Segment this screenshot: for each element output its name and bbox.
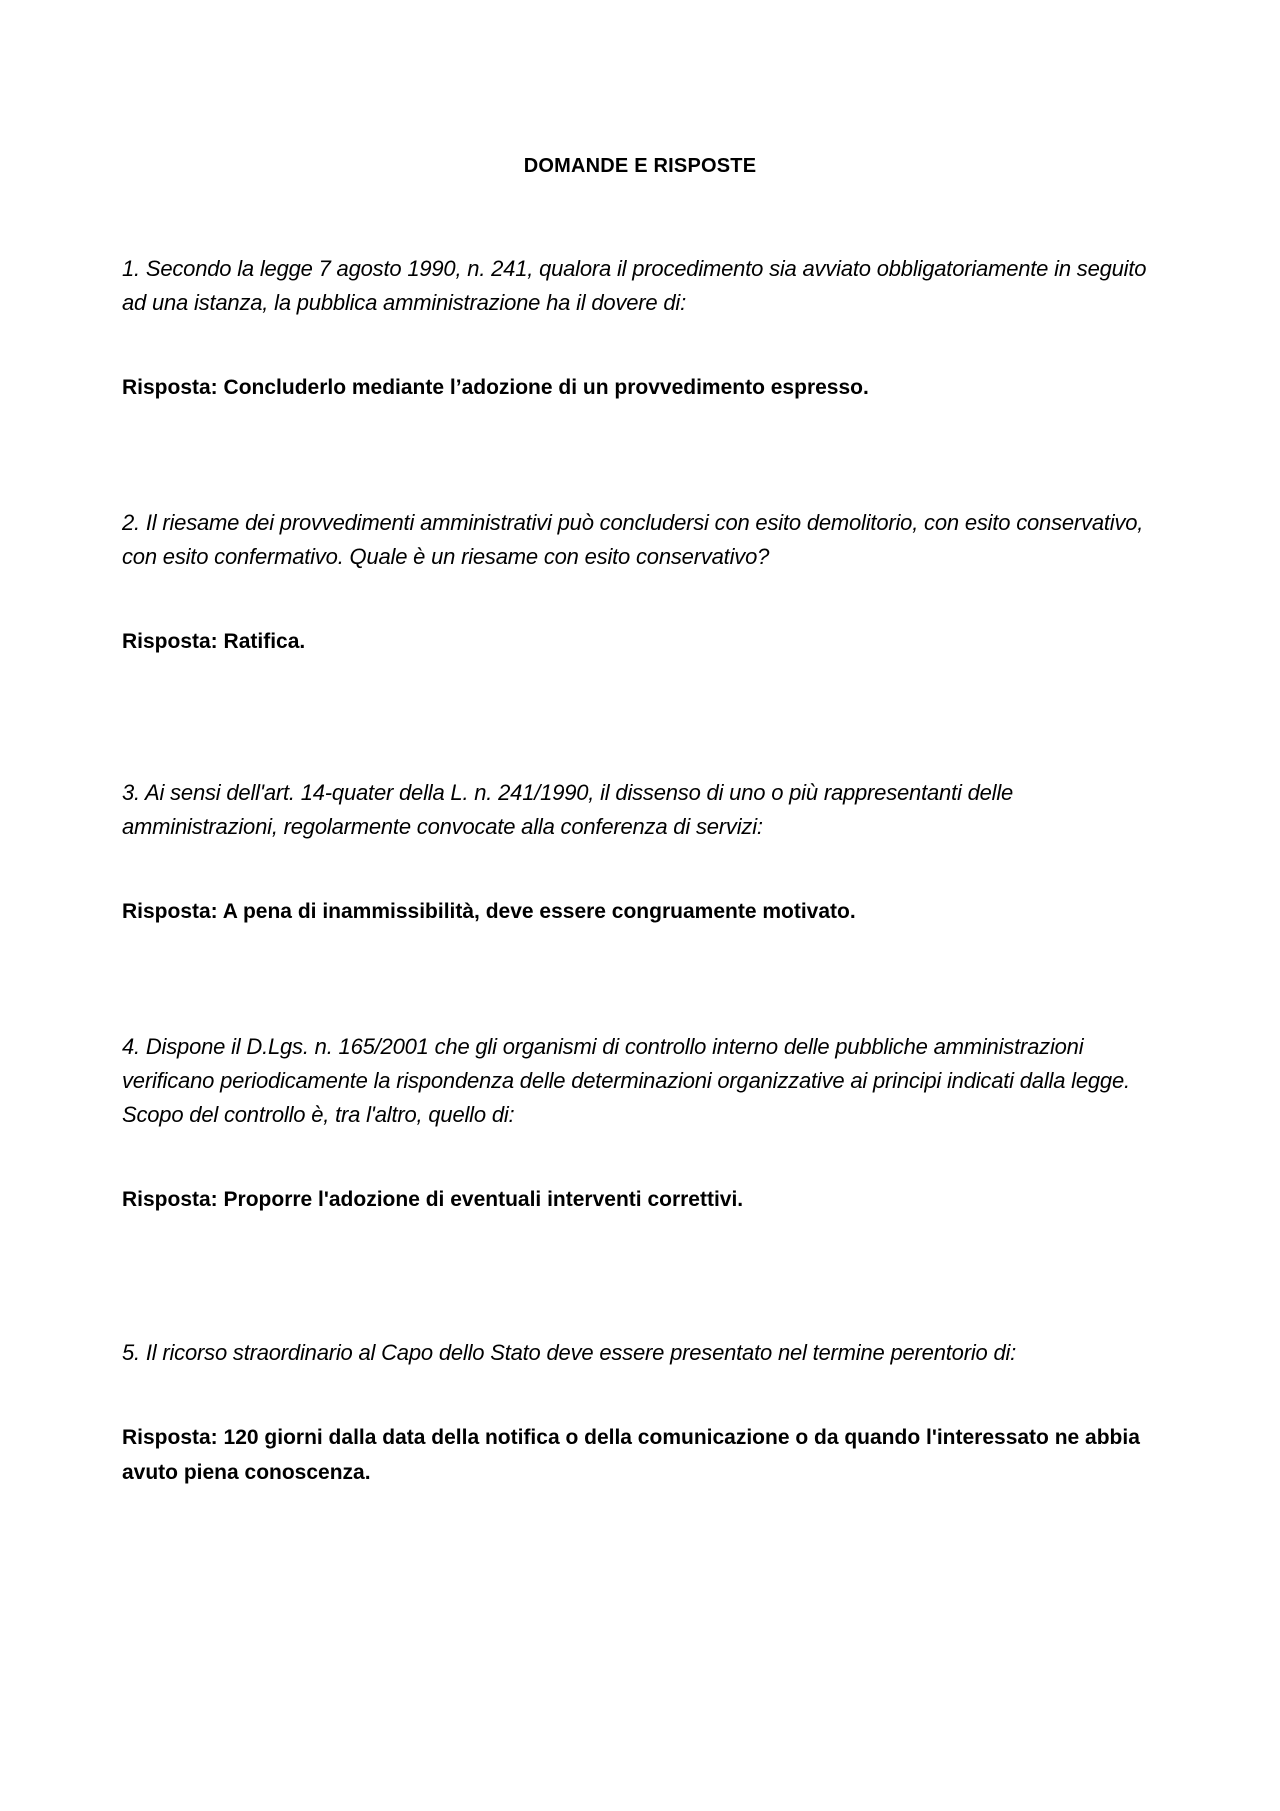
answer-label: Risposta: (122, 900, 218, 923)
qa-item-3 (122, 776, 1162, 923)
answer-label: Risposta: (122, 630, 218, 653)
answer-4 (122, 1182, 1162, 1217)
question-1: 1. Secondo la legge 7 agosto 1990, n. 241, qualora il procedimento sia avviato obbligatoriamente in seguito ad una istanza, la pubblica amministrazione ha il dovere di: (122, 256, 1147, 315)
question-2: 2. Il riesame dei provvedimenti amministrativi può concludersi con esito demolitorio, con esito conservativo, con esito confermativo. Quale è un riesame con esito conservativo? (122, 510, 1144, 569)
answer-text: Concluderlo mediante l’adozione di un provvedimento espresso. (223, 376, 869, 399)
qa-item-2 (122, 506, 1162, 653)
answer-text: A pena di inammissibilità, deve essere congruamente motivato. (222, 900, 856, 923)
answer-text: 120 giorni dalla data della notifica o della comunicazione o da quando l'interessato ne abbia avuto piena conoscenza. (122, 1426, 1140, 1484)
qa-item-5 (122, 1336, 1162, 1484)
answer-label: Risposta: (122, 1426, 218, 1449)
answer-3 (122, 894, 1162, 929)
answer-label: Risposta: (122, 1188, 218, 1211)
answer-2 (122, 624, 1162, 659)
answer-text: Proporre l'adozione di eventuali interventi correttivi. (223, 1188, 744, 1211)
question-3: 3. Ai sensi dell'art. 14-quater della L. n. 241/1990, il dissenso di uno o più rappresentanti delle amministrazioni, regolarmente convocate alla conferenza di servizi: (122, 780, 1014, 839)
question-5: 5. Il ricorso straordinario al Capo dello Stato deve essere presentato nel termine perentorio di: (122, 1340, 1017, 1365)
answer-1 (122, 370, 1162, 405)
qa-item-4 (122, 1030, 1162, 1211)
answer-5 (122, 1420, 1162, 1490)
answer-label: Risposta: (122, 376, 218, 399)
page-title: DOMANDE E RISPOSTE (523, 155, 757, 177)
question-4: 4. Dispone il D.Lgs. n. 165/2001 che gli organismi di controllo interno delle pubbliche amministrazioni verificano periodicamente la rispondenza delle determinazioni organizzative ai principi indicati dalla legge. Scopo del controllo è, tra l'altro, quello di: (122, 1034, 1130, 1127)
answer-text: Ratifica. (223, 630, 306, 653)
qa-item-1 (122, 252, 1162, 399)
